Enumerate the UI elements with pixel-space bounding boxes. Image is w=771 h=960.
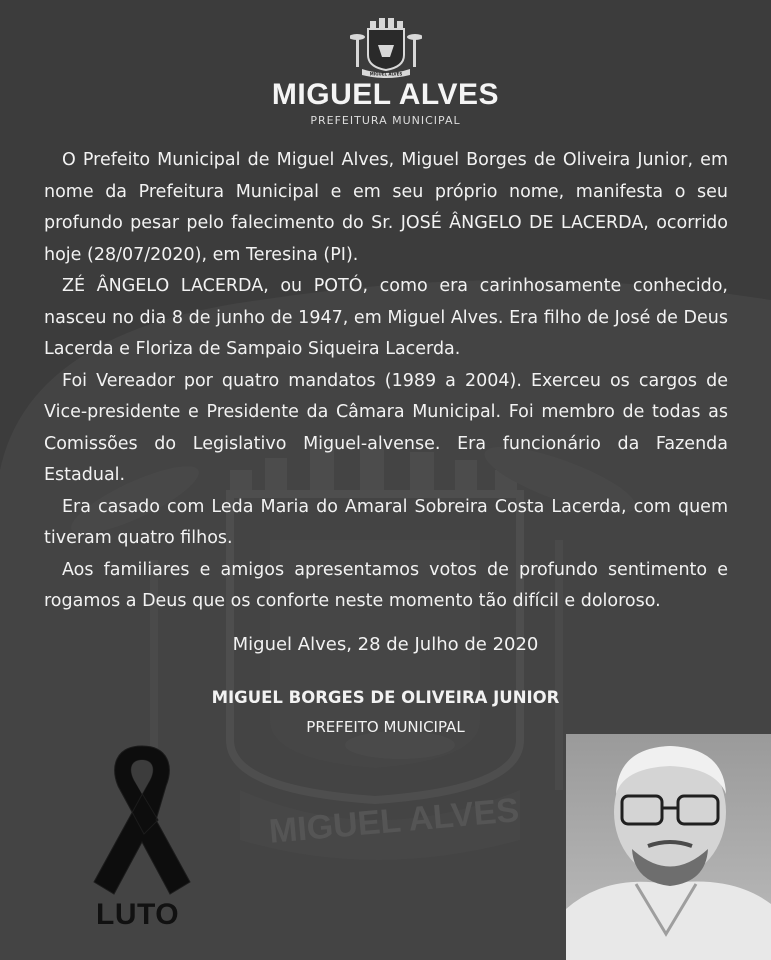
deceased-portrait-photo — [566, 734, 771, 960]
signer-role: PREFEITO MUNICIPAL — [306, 718, 465, 736]
condolence-message — [44, 145, 728, 618]
message-paragraph: Aos familiares e amigos apresentamos votos de profundo sentimento e rogamos a Deus que os conforte neste momento tão difícil e doloroso. — [44, 559, 728, 611]
mourning-label: LUTO — [96, 898, 180, 931]
signer-name: MIGUEL BORGES DE OLIVEIRA JUNIOR — [211, 688, 560, 707]
place-and-date: Miguel Alves, 28 de Julho de 2020 — [232, 634, 539, 655]
black-mourning-ribbon-icon — [88, 742, 196, 902]
municipality-title: MIGUEL ALVES — [271, 78, 500, 111]
watermark-text: MIGUEL ALVES — [267, 791, 521, 851]
municipality-subtitle: PREFEITURA MUNICIPAL — [310, 114, 461, 127]
logo-banner-text: MIGUEL ALVES — [369, 71, 403, 77]
message-paragraph: Foi Vereador por quatro mandatos (1989 a 2004). Exerceu os cargos de Vice-presidente e Presidente da Câmara Municipal. Foi membro de todas as Comissões do Legislativo Miguel-alvense. Era funcionário da Fazenda Estadual. — [44, 370, 728, 485]
message-paragraph: ZÉ ÂNGELO LACERDA, ou POTÓ, como era carinhosamente conhecido, nasceu no dia 8 de junho de 1947, em Miguel Alves. Era filho de José de Deus Lacerda e Floriza de Sampaio Siqueira Lacerda. — [44, 276, 728, 359]
municipal-coat-of-arms-icon — [350, 15, 422, 81]
message-paragraph: Era casado com Leda Maria do Amaral Sobreira Costa Lacerda, com quem tiveram quatro filhos. — [44, 496, 728, 548]
message-paragraph: O Prefeito Municipal de Miguel Alves, Miguel Borges de Oliveira Junior, em nome da Prefeitura Municipal e em seu próprio nome, manifesta o seu profundo pesar pelo falecimento do Sr. JOSÉ ÂNGELO DE LACERDA, ocorrido hoje (28/07/2020), em Teresina (PI). — [44, 150, 728, 265]
